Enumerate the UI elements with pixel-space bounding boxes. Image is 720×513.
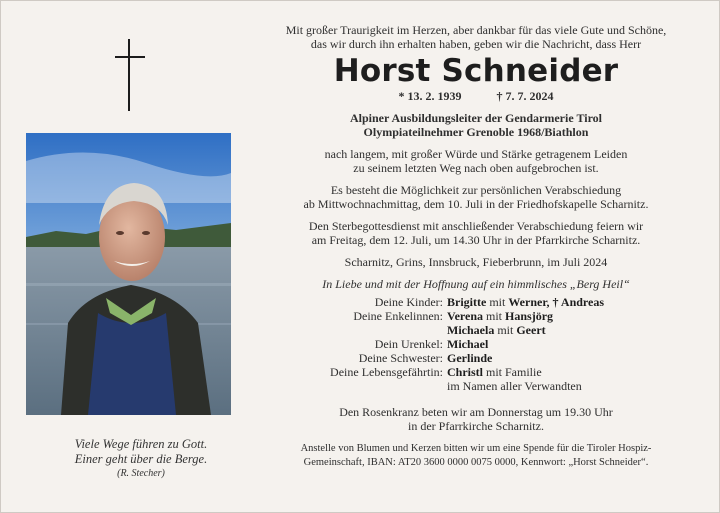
grandchild-partner: Geert xyxy=(516,323,546,337)
donation-line-1: Anstelle von Blumen und Kerzen bitten wir um eine Spende für die Tiroler Hospiz- xyxy=(300,443,652,454)
honorary-title xyxy=(256,111,696,139)
title-line-1: Alpiner Ausbildungsleiter der Gendarmerie Tirol xyxy=(349,111,603,125)
passing-line-1: nach langem, mit großer Würde und Stärke getragenem Leiden xyxy=(324,147,628,161)
portrait-photo xyxy=(26,133,231,415)
partner-name: Christl mit Familie xyxy=(447,365,542,379)
quote-author: (R. Stecher) xyxy=(117,468,165,479)
intro-text xyxy=(256,23,696,51)
grandchild-partner: Hansjörg xyxy=(505,309,554,323)
donation-text xyxy=(256,442,696,470)
quote-line-2: Einer geht über die Berge. xyxy=(74,452,208,466)
obituary-text xyxy=(256,23,696,481)
partner-label: Deine Lebensgefährtin: xyxy=(330,365,443,379)
empty-label xyxy=(256,323,443,337)
passing-text xyxy=(256,147,696,175)
hope-line: In Liebe und mit der Hoffnung auf ein himmlisches „Berg Heil“ xyxy=(322,277,630,291)
child-name: Brigitte xyxy=(447,295,487,309)
death-date: † 7. 7. 2024 xyxy=(496,89,554,103)
relatives-line: im Namen aller Verwandten xyxy=(447,379,582,393)
rosary-line-1: Den Rosenkranz beten wir am Donnerstag um 19.30 Uhr xyxy=(339,405,613,419)
greatgrandson-label: Dein Urenkel: xyxy=(374,337,443,351)
partner-family: mit Familie xyxy=(486,365,542,379)
birth-date: * 13. 2. 1939 xyxy=(398,89,462,103)
cross-icon xyxy=(115,39,145,111)
title-line-2: Olympiateilnehmer Grenoble 1968/Biathlon xyxy=(363,125,589,139)
rosary-text xyxy=(256,405,696,433)
funeral-text xyxy=(256,219,696,247)
child-partner-names: Werner, † Andreas xyxy=(508,295,605,309)
greatgrandson-name: Michael xyxy=(447,337,489,351)
donation-line-2: Gemeinschaft, IBAN: AT20 3600 0000 0075 0000, Kennwort: „Horst Schneider“. xyxy=(303,457,649,468)
rosary-line-2: in der Pfarrkirche Scharnitz. xyxy=(408,419,544,433)
children-label: Deine Kinder: xyxy=(374,295,443,309)
farewell-text xyxy=(256,183,696,211)
deceased-name: Horst Schneider xyxy=(333,53,619,89)
funeral-line-2: am Freitag, dem 12. Juli, um 14.30 Uhr in der Pfarrkirche Scharnitz. xyxy=(311,233,641,247)
quote-line-1: Viele Wege führen zu Gott. xyxy=(74,437,208,451)
farewell-line-1: Es besteht die Möglichkeit zur persönlichen Verabschiedung xyxy=(330,183,622,197)
sister-label: Deine Schwester: xyxy=(358,351,443,365)
place-date: Scharnitz, Grins, Innsbruck, Fieberbrunn, im Juli 2024 xyxy=(344,255,608,269)
children-names xyxy=(447,295,696,309)
sister-name: Gerlinde xyxy=(447,351,493,365)
grandchildren-label: Deine Enkelinnen: xyxy=(353,309,443,323)
passing-line-2: zu seinem letzten Weg nach oben aufgebrochen ist. xyxy=(353,161,599,175)
family-list xyxy=(256,295,696,393)
intro-line-1: Mit großer Traurigkeit im Herzen, aber dankbar für das viele Gute und Schöne, xyxy=(285,23,667,37)
intro-line-2: das wir durch ihn erhalten haben, geben wir die Nachricht, dass Herr xyxy=(310,37,642,51)
with-word: mit xyxy=(486,309,503,323)
with-word: mit xyxy=(497,323,514,337)
grandchild-name: Michaela xyxy=(447,323,495,337)
grandchild-2 xyxy=(447,323,696,337)
empty-label xyxy=(256,379,443,393)
funeral-line-1: Den Sterbegottesdienst mit anschließender Verabschiedung feiern wir xyxy=(308,219,644,233)
grandchild-name: Verena xyxy=(447,309,483,323)
grandchild-1 xyxy=(447,309,696,323)
life-dates xyxy=(256,89,696,103)
farewell-line-2: ab Mittwochnachmittag, dem 10. Juli in der Friedhofskapelle Scharnitz. xyxy=(303,197,649,211)
with-word: mit xyxy=(489,295,506,309)
quote-block xyxy=(26,437,256,480)
